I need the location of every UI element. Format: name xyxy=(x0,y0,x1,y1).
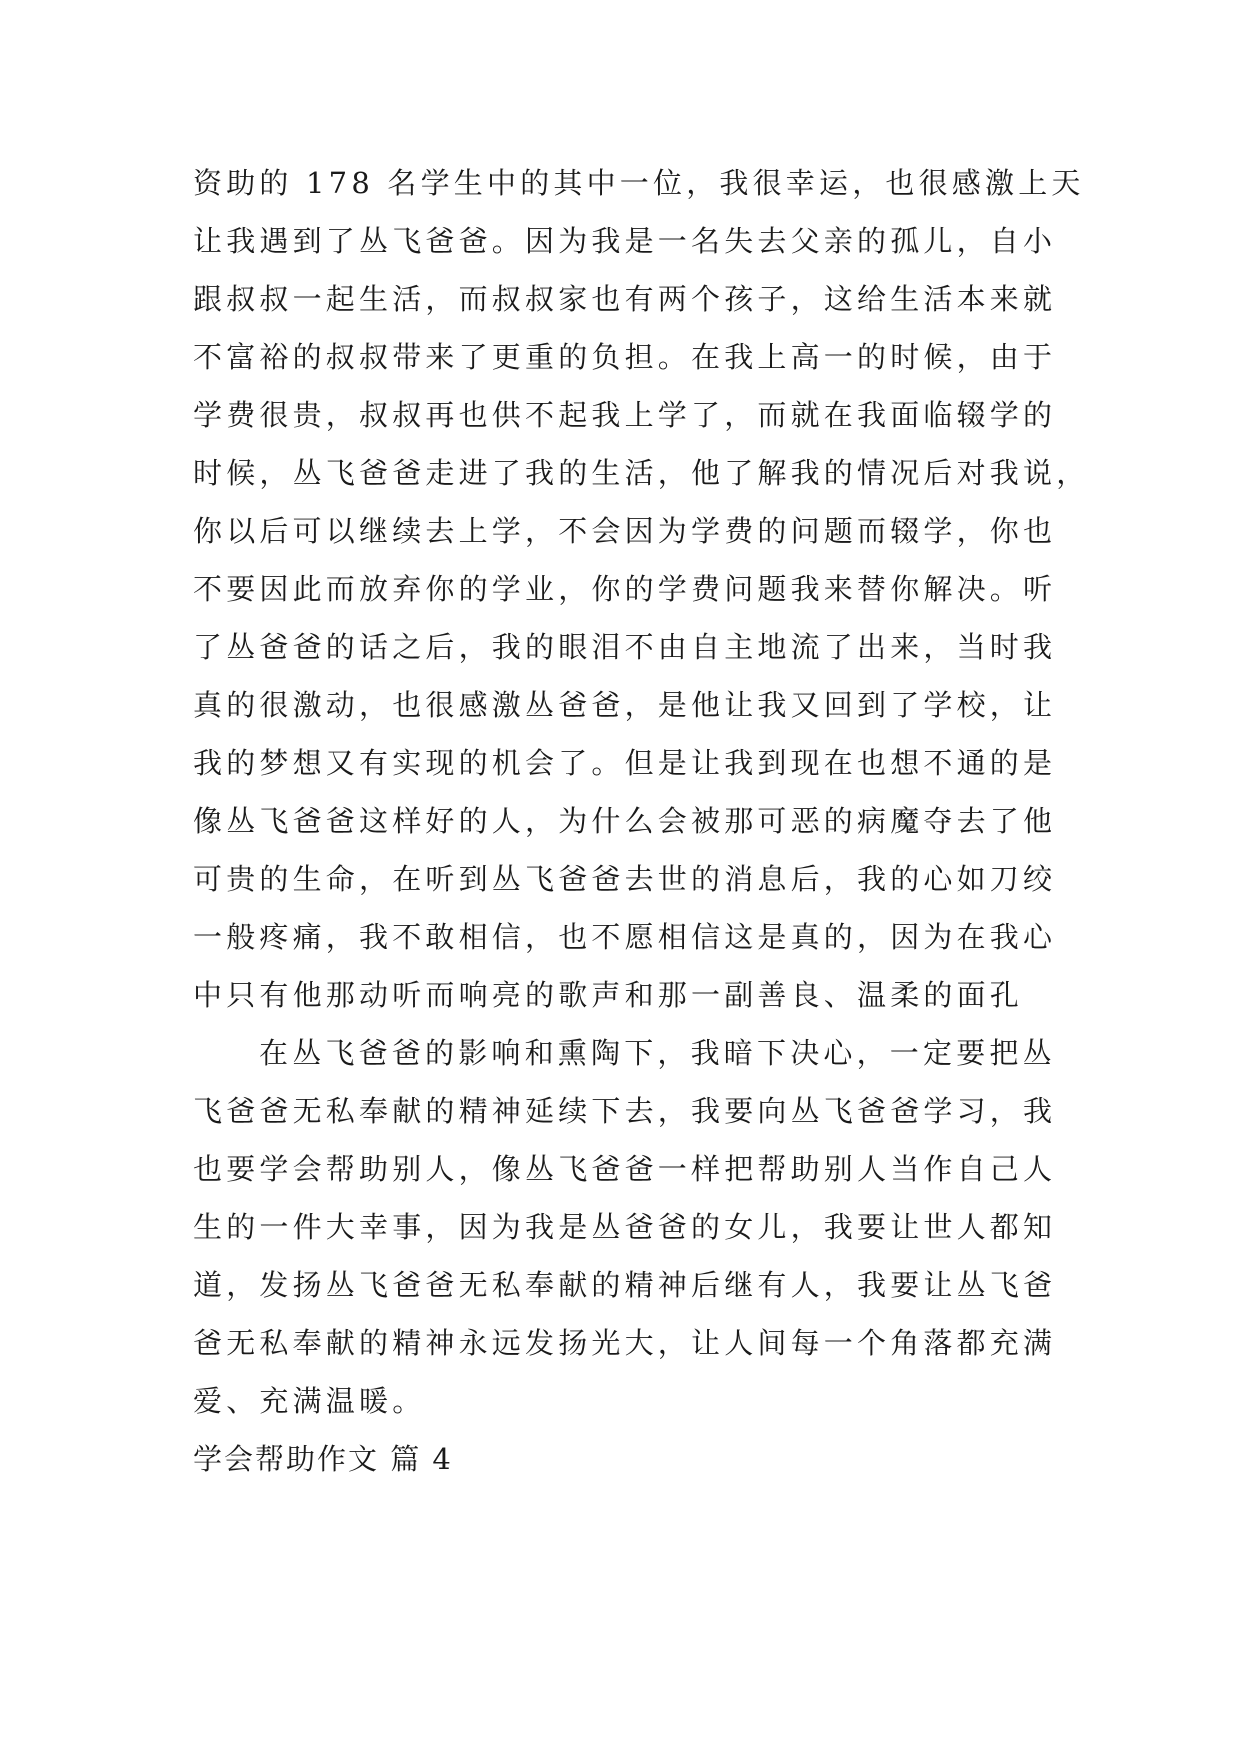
text-line: 也要学会帮助别人，像丛飞爸爸一样把帮助别人当作自己人 xyxy=(193,1152,1057,1186)
paragraph-final xyxy=(193,1024,1057,1430)
text-line: 生的一件大幸事，因为我是丛爸爸的女儿，我要让世人都知 xyxy=(193,1210,1057,1244)
text-line: 时候，丛飞爸爸走进了我的生活，他了解我的情况后对我说， xyxy=(193,456,1090,490)
text-line: 可贵的生命，在听到丛飞爸爸去世的消息后，我的心如刀绞 xyxy=(193,862,1057,896)
text-line: 让我遇到了丛飞爸爸。因为我是一名失去父亲的孤儿，自小 xyxy=(193,224,1057,258)
text-line: 中只有他那动听而响亮的歌声和那一副善良、温柔的面孔 xyxy=(193,978,1024,1012)
text-line: 跟叔叔一起生活，而叔叔家也有两个孩子，这给生活本来就 xyxy=(193,282,1057,316)
text-line: 爱、充满温暖。 xyxy=(193,1384,426,1418)
text-line: 真的很激动，也很感激丛爸爸，是他让我又回到了学校，让 xyxy=(193,688,1057,722)
text-line: 道，发扬丛飞爸爸无私奉献的精神后继有人，我要让丛飞爸 xyxy=(193,1268,1057,1302)
text-line: 资助的 178 名学生中的其中一位，我很幸运，也很感激上天 xyxy=(193,166,1085,200)
text-line: 你以后可以继续去上学，不会因为学费的问题而辍学，你也 xyxy=(193,514,1057,548)
text-line: 爸无私奉献的精神永远发扬光大，让人间每一个角落都充满 xyxy=(193,1326,1057,1360)
text-line: 了丛爸爸的话之后，我的眼泪不由自主地流了出来，当时我 xyxy=(193,630,1057,664)
text-line-indented: 在丛飞爸爸的影响和熏陶下，我暗下决心，一定要把丛 xyxy=(259,1036,1056,1070)
text-line: 不富裕的叔叔带来了更重的负担。在我上高一的时候，由于 xyxy=(193,340,1057,374)
text-line: 学费很贵，叔叔再也供不起我上学了，而就在我面临辍学的 xyxy=(193,398,1057,432)
body-text xyxy=(193,154,1090,1430)
text-line: 不要因此而放弃你的学业，你的学费问题我来替你解决。听 xyxy=(193,572,1057,606)
text-line: 像丛飞爸爸这样好的人，为什么会被那可恶的病魔夺去了他 xyxy=(193,804,1057,838)
text-line: 一般疼痛，我不敢相信，也不愿相信这是真的，因为在我心 xyxy=(193,920,1057,954)
text-line: 飞爸爸无私奉献的精神延续下去，我要向丛飞爸爸学习，我 xyxy=(193,1094,1057,1128)
text-line: 我的梦想又有实现的机会了。但是让我到现在也想不通的是 xyxy=(193,746,1057,780)
paragraph-continued xyxy=(193,154,1090,1024)
section-heading: 学会帮助作文 篇 4 xyxy=(193,1442,453,1476)
